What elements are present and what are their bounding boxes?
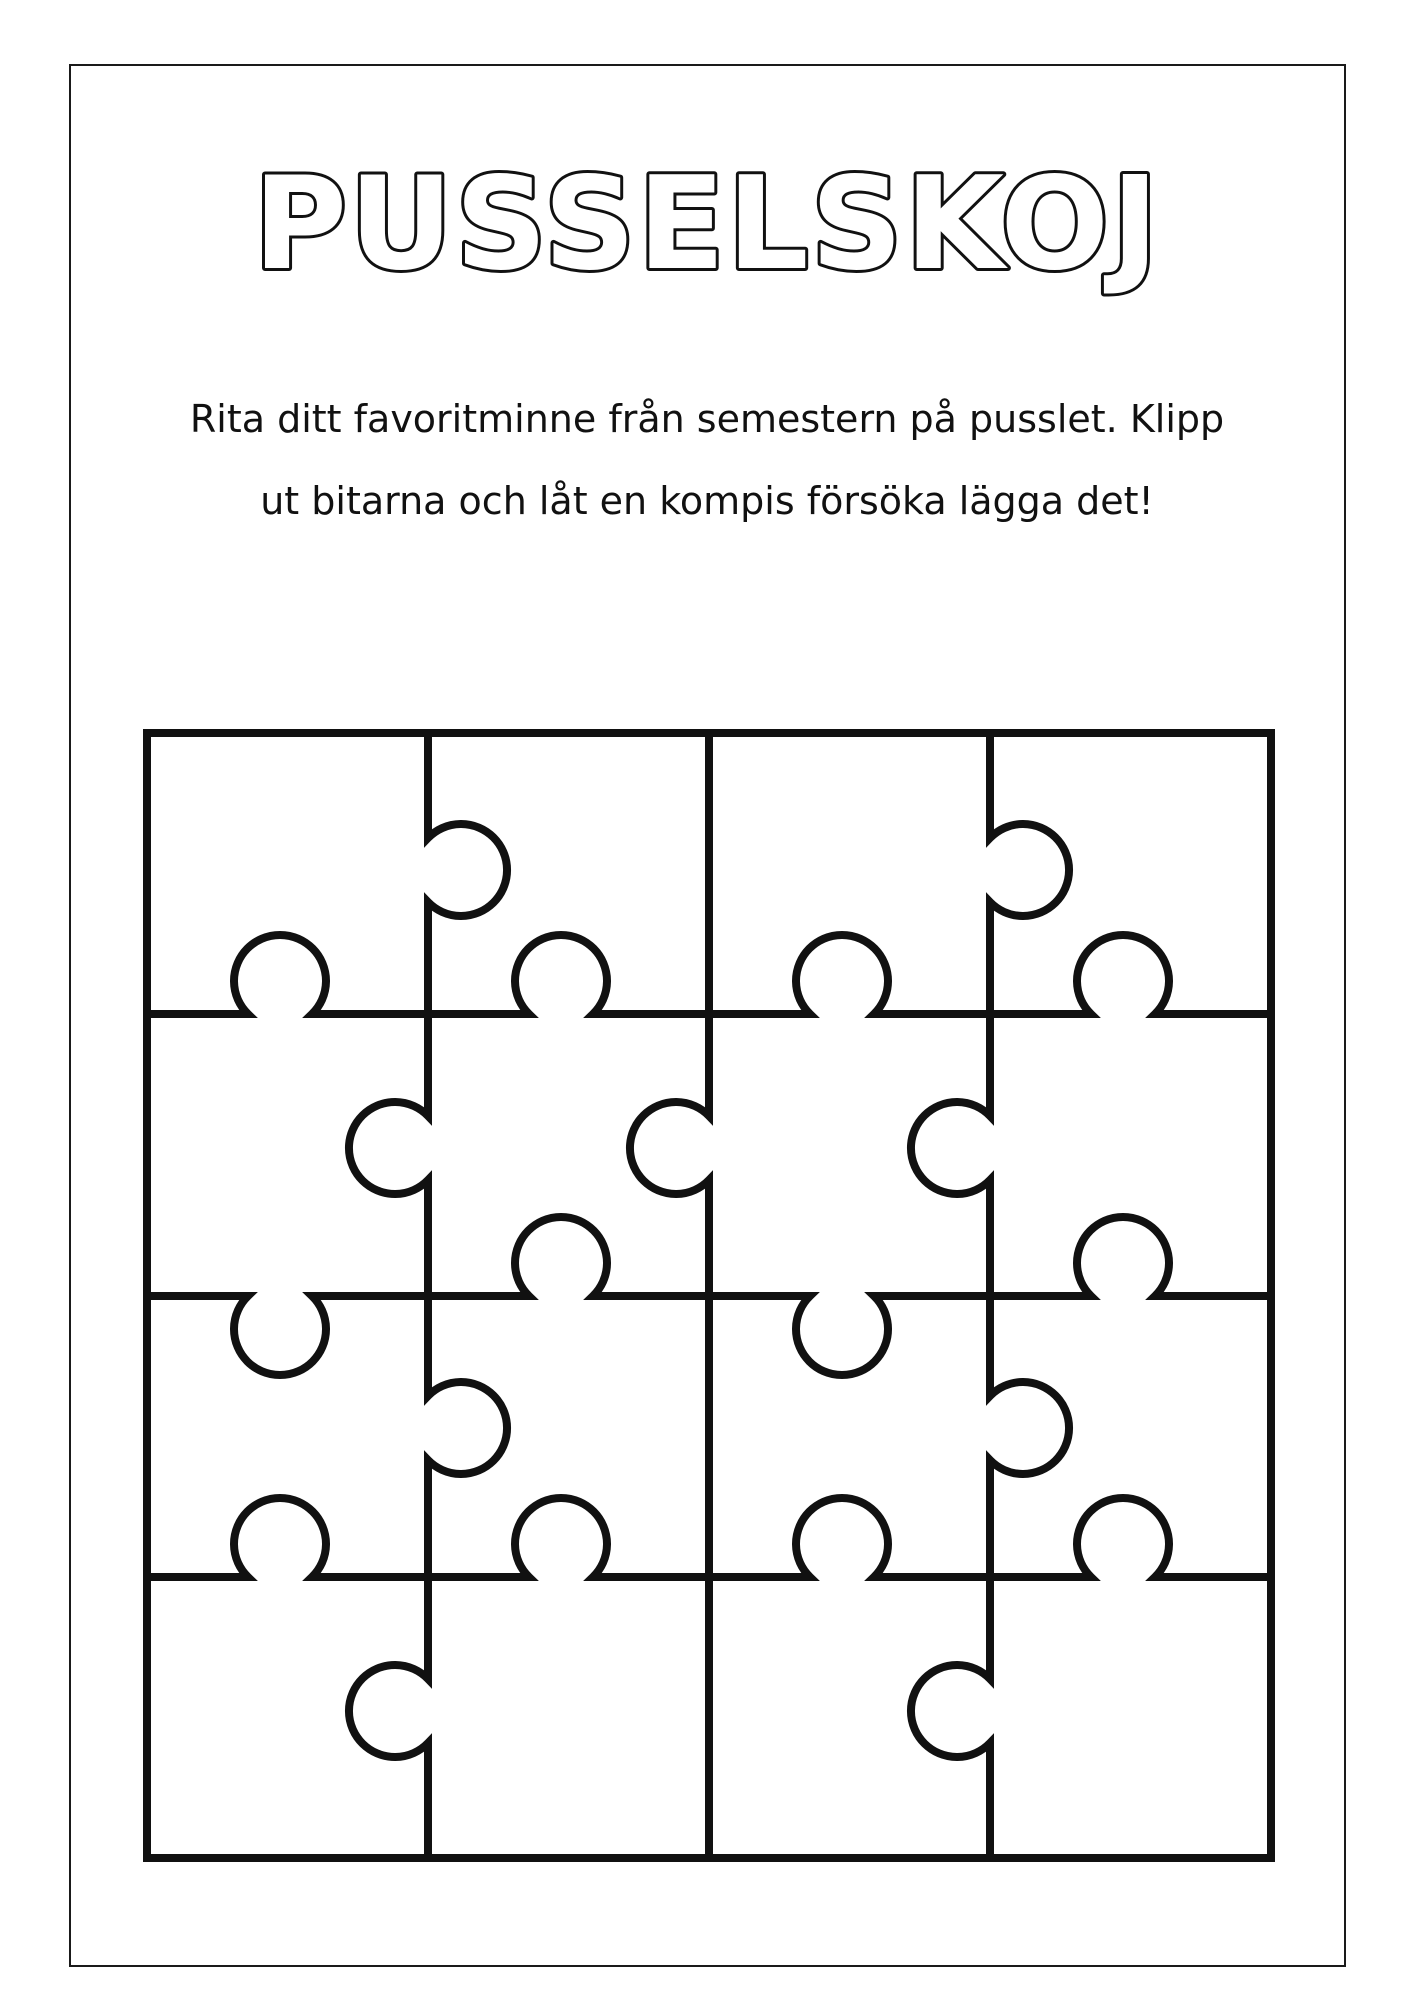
puzzle-vertical-edge-3-4: [911, 1577, 990, 1858]
instructions-line-1: Rita ditt favoritminne från semestern på pusslet. Klipp: [189, 397, 1225, 441]
puzzle-vertical-edge-3-2: [911, 1014, 990, 1296]
puzzle-horizontal-edge-1-4: [990, 935, 1271, 1014]
puzzle-horizontal-edge-3-2: [428, 1498, 709, 1577]
instructions-line-2: ut bitarna och låt en kompis försöka lägga det!: [260, 479, 1154, 523]
puzzle-horizontal-edge-2-3: [709, 1296, 990, 1375]
puzzle-horizontal-edge-2-4: [990, 1217, 1271, 1296]
puzzle-horizontal-edge-3-3: [709, 1498, 990, 1577]
puzzle-horizontal-edge-2-1: [147, 1296, 428, 1375]
puzzle-vertical-edge-3-3: [990, 1296, 1069, 1577]
puzzle-vertical-edge-3-1: [990, 733, 1069, 1014]
puzzle-horizontal-edge-3-1: [147, 1498, 428, 1577]
puzzle-vertical-edge-1-1: [428, 733, 507, 1014]
puzzle-horizontal-edge-3-4: [990, 1498, 1271, 1577]
puzzle-horizontal-edge-1-1: [147, 935, 428, 1014]
puzzle-vertical-edge-1-2: [349, 1014, 428, 1296]
puzzle-horizontal-edge-2-2: [428, 1217, 709, 1296]
puzzle-horizontal-edge-1-2: [428, 935, 709, 1014]
puzzle-vertical-edge-2-2: [630, 1014, 709, 1296]
page-title-text: PUSSELSKOJ: [253, 150, 1161, 299]
puzzle-vertical-edge-1-4: [349, 1577, 428, 1858]
puzzle-vertical-edge-1-3: [428, 1296, 507, 1577]
puzzle-horizontal-edge-1-3: [709, 935, 990, 1014]
